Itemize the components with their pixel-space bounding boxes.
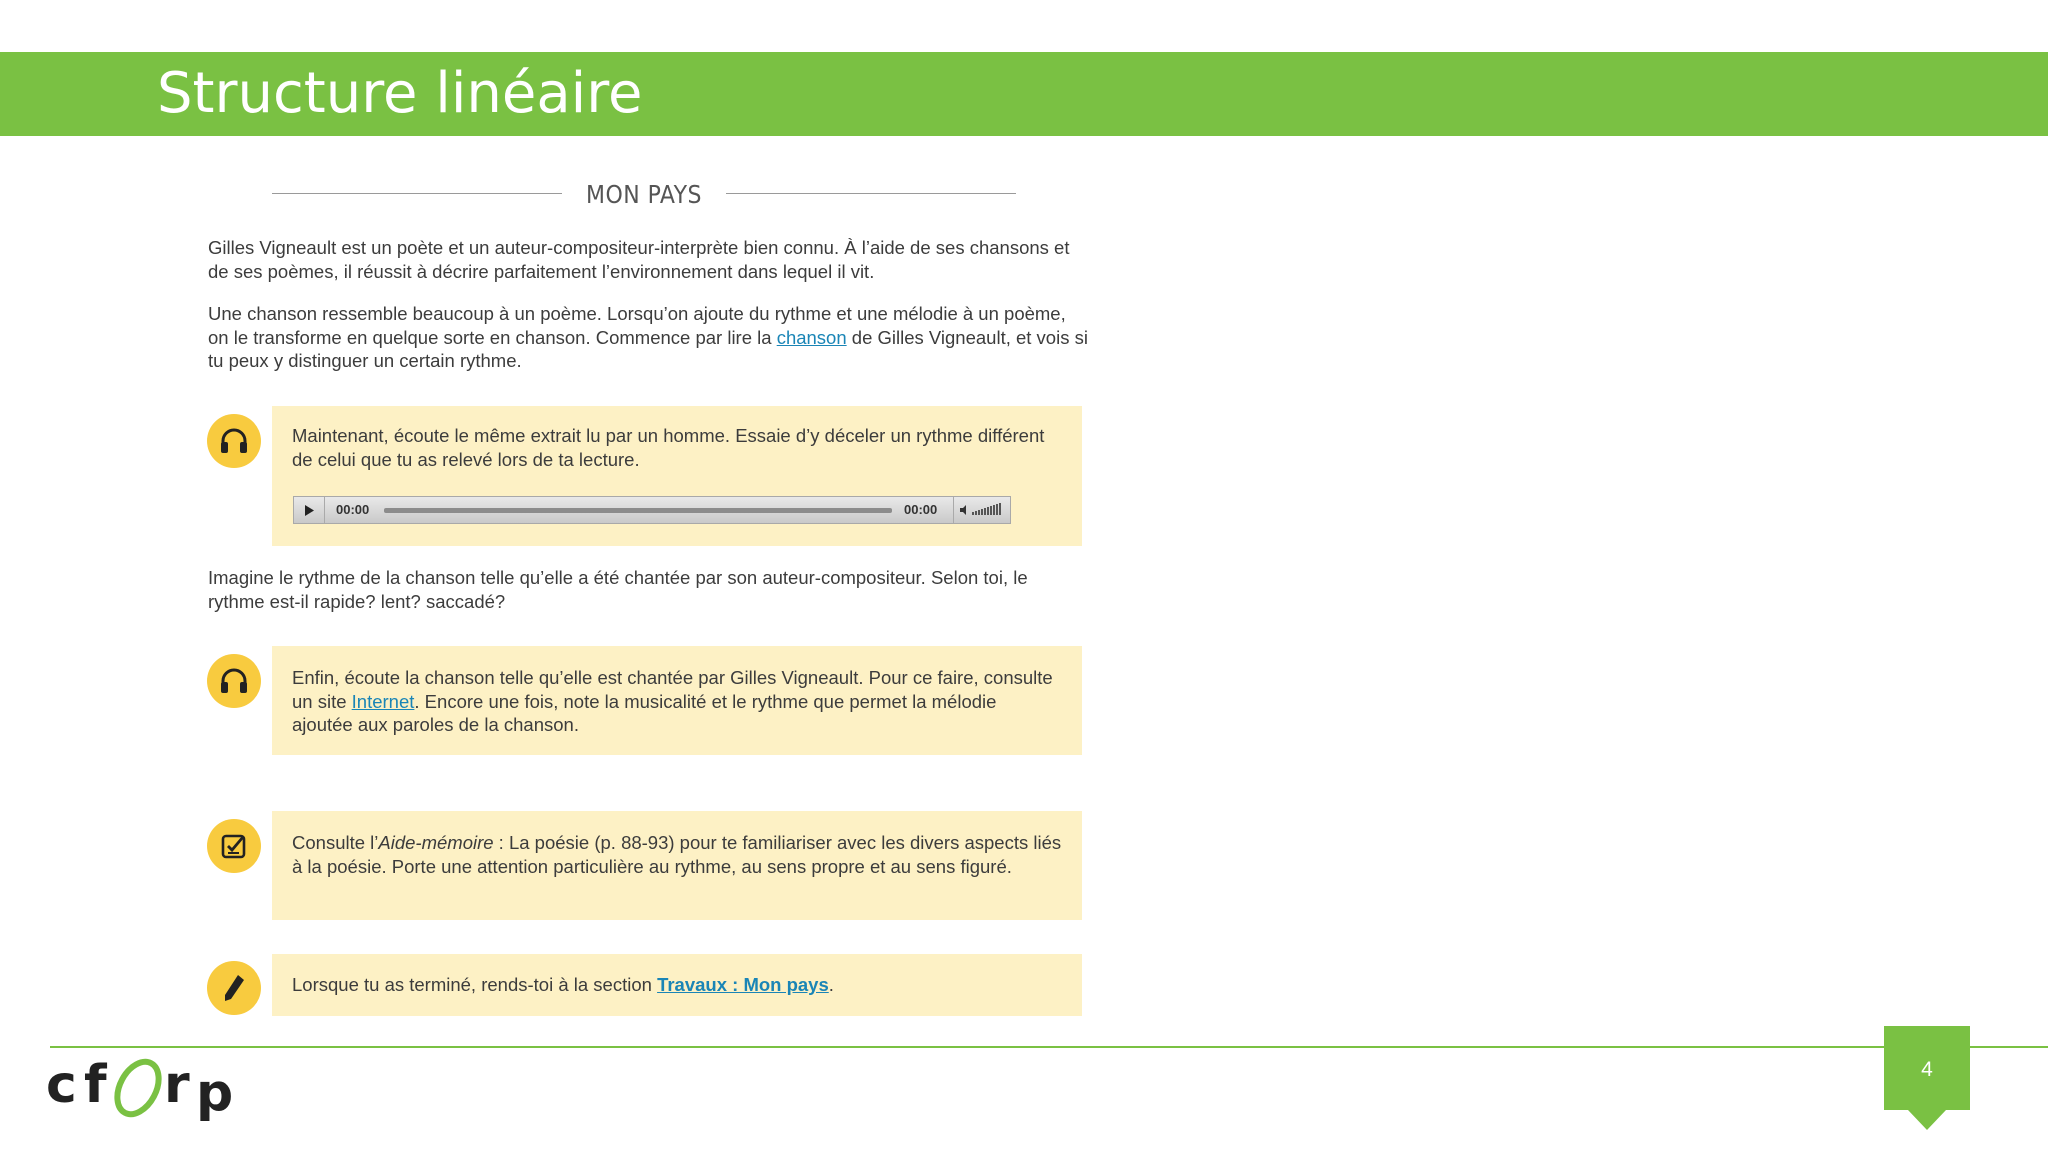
finish-box-text	[292, 973, 1062, 997]
volume-icon	[960, 503, 1004, 517]
play-button[interactable]	[294, 497, 325, 523]
svg-text:p: p	[196, 1063, 234, 1122]
audio-current-time: 00:00	[336, 502, 370, 517]
cforp-logo	[46, 1052, 236, 1122]
aide-memoire-title: Aide-mémoire	[378, 832, 494, 853]
finish-box-text-end: .	[828, 974, 834, 995]
memo-box	[272, 811, 1082, 920]
imagine-paragraph: Imagine le rythme de la chanson telle qu’elle a été chantée par son auteur-compositeur. Selon toi, le rythme est-il rapide? lent? saccadé?	[208, 567, 1028, 612]
svg-text:r: r	[164, 1055, 190, 1115]
intro-paragraph-2	[208, 302, 1088, 373]
memo-box-text-end: : La poésie (p. 88-93) pour te familiariser avec les divers aspects liés à la poésie. Porte une attention particulière au rythme, au sens propre et au sens figuré.	[292, 832, 1062, 877]
listen-box-text: Maintenant, écoute le même extrait lu par un homme. Essaie d’y déceler un rythme différent de celui que tu as relevé lors de ta lecture.	[292, 425, 1045, 470]
song-box-text	[292, 666, 1062, 737]
page-number-badge	[1884, 1026, 1970, 1130]
checklist-icon	[207, 819, 261, 873]
pencil-icon	[207, 961, 261, 1015]
headphones-icon	[207, 414, 261, 468]
memo-box-text	[292, 831, 1062, 878]
chanson-link[interactable]: chanson	[776, 326, 847, 348]
slide-title: Structure linéaire	[157, 61, 643, 126]
internet-link[interactable]: Internet	[351, 690, 415, 712]
svg-text:f: f	[84, 1055, 107, 1115]
finish-box-text-start: Lorsque tu as terminé, rends-toi à la section	[292, 974, 658, 995]
intro-paragraph-1: Gilles Vigneault est un poète et un auteur-compositeur-interprète bien connu. À l’aide de ses chansons et de ses poèmes, il réussit à décrire parfaitement l’environnement dans lequel il vit.	[208, 237, 1070, 282]
title-bar	[0, 52, 2048, 136]
intro-paragraph-2-text: Une chanson ressemble beaucoup à un poème. Lorsqu’on ajoute du rythme et une mélodie à un poème, on le transforme en quelque sorte en chanson. Commence par lire la	[208, 303, 1066, 348]
song-box	[272, 646, 1082, 755]
volume-control[interactable]	[953, 497, 1010, 523]
song-box-text-end: . Encore une fois, note la musicalité et le rythme que permet la mélodie ajoutée aux paroles de la chanson.	[292, 690, 997, 735]
footer-rule	[50, 1046, 2048, 1048]
intro-paragraph-2-text-end: de Gilles Vigneault, et vois si tu peux y distinguer un certain rythme.	[208, 326, 1088, 371]
audio-seek-bar[interactable]	[384, 508, 892, 513]
section-heading-label: MON PAYS	[586, 180, 702, 209]
play-icon	[304, 505, 314, 516]
audio-duration: 00:00	[904, 502, 938, 517]
travaux-mon-pays-link[interactable]: Travaux : Mon pays	[657, 974, 829, 995]
listen-box	[272, 406, 1082, 546]
heading-rule-right	[726, 193, 1016, 194]
section-heading	[272, 176, 1016, 216]
audio-player	[293, 496, 1011, 524]
page-number: 4	[1921, 1058, 1933, 1081]
song-box-text-start: Enfin, écoute la chanson telle qu’elle est chantée par Gilles Vigneault. Pour ce faire, consulte un site	[292, 667, 1053, 712]
headphones-icon	[207, 654, 261, 708]
memo-box-text-start: Consulte l’	[292, 832, 379, 853]
svg-text:c: c	[46, 1055, 77, 1115]
finish-box	[272, 954, 1082, 1016]
